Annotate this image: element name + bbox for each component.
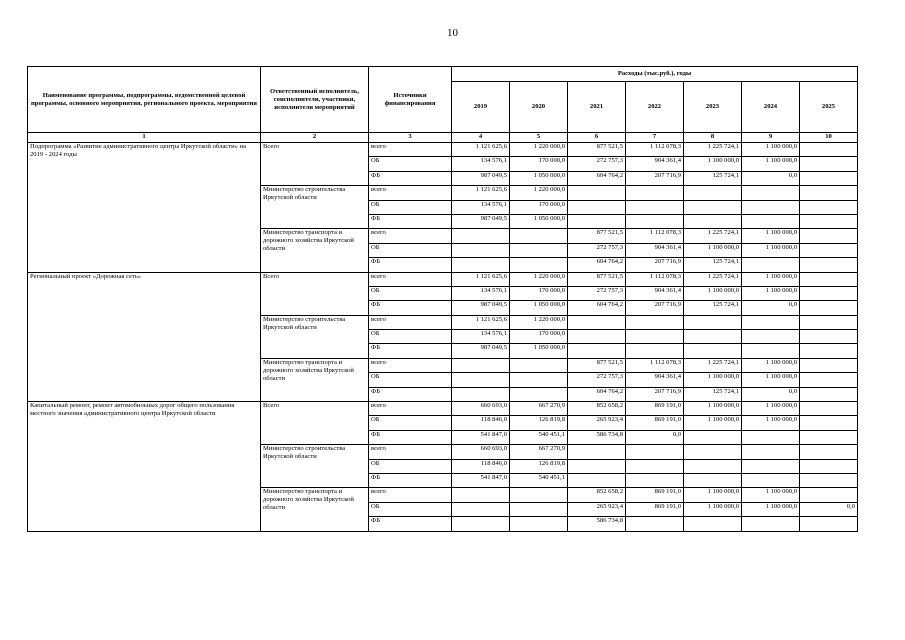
expense-value-cell	[452, 229, 510, 243]
funding-source-cell: ОБ	[369, 373, 452, 387]
expense-value-cell: 125 724,1	[684, 301, 742, 315]
expense-value-cell: 0,0	[742, 387, 800, 401]
table-row	[28, 143, 858, 157]
expense-value-cell: 1 100 000,0	[684, 243, 742, 257]
expense-value-cell: 0,0	[742, 301, 800, 315]
expense-value-cell: 1 100 000,0	[684, 157, 742, 171]
funding-source-cell: всего	[369, 358, 452, 372]
expense-value-cell	[742, 315, 800, 329]
expense-value-cell: 604 764,2	[568, 258, 626, 272]
expense-value-cell	[510, 502, 568, 516]
expense-value-cell: 586 734,8	[568, 517, 626, 531]
expense-value-cell: 667 270,9	[510, 402, 568, 416]
expense-value-cell: 541 847,0	[452, 473, 510, 487]
expense-value-cell	[800, 315, 858, 329]
expense-value-cell: 904 361,4	[626, 373, 684, 387]
expense-value-cell: 540 451,1	[510, 430, 568, 444]
table-row	[28, 402, 858, 416]
header-name: Наименование программы, подпрограммы, ведомственной целевой программы, основного мероприятия, регионального проекта, мероприятия	[28, 67, 261, 133]
expense-value-cell	[742, 459, 800, 473]
expense-value-cell	[568, 473, 626, 487]
expense-value-cell	[452, 488, 510, 502]
expense-value-cell	[800, 171, 858, 185]
expense-value-cell	[626, 445, 684, 459]
expense-value-cell	[452, 517, 510, 531]
expense-value-cell	[568, 200, 626, 214]
header-year: 2020	[510, 82, 568, 133]
expense-value-cell	[568, 445, 626, 459]
header-year: 2025	[800, 82, 858, 133]
expense-value-cell: 0,0	[800, 502, 858, 516]
expense-value-cell: 272 757,3	[568, 373, 626, 387]
expense-value-cell: 1 220 000,0	[510, 315, 568, 329]
funding-source-cell: ОБ	[369, 416, 452, 430]
expense-value-cell: 265 923,4	[568, 502, 626, 516]
expense-value-cell	[626, 517, 684, 531]
expense-value-cell: 541 847,0	[452, 430, 510, 444]
funding-source-cell: всего	[369, 315, 452, 329]
expense-value-cell: 207 716,9	[626, 171, 684, 185]
expense-value-cell: 1 112 078,3	[626, 358, 684, 372]
expense-value-cell: 877 521,5	[568, 272, 626, 286]
expense-value-cell	[684, 473, 742, 487]
expense-value-cell	[452, 358, 510, 372]
column-number: 2	[261, 133, 369, 143]
expense-value-cell: 604 764,2	[568, 387, 626, 401]
funding-source-cell: ОБ	[369, 330, 452, 344]
expense-value-cell	[452, 243, 510, 257]
funding-source-cell: всего	[369, 143, 452, 157]
column-number: 7	[626, 133, 684, 143]
executor-cell: Министерство строительства Иркутской области	[261, 315, 369, 358]
funding-source-cell: ФБ	[369, 430, 452, 444]
header-year: 2023	[684, 82, 742, 133]
expense-value-cell	[452, 502, 510, 516]
expense-value-cell: 1 121 625,6	[452, 272, 510, 286]
column-number: 8	[684, 133, 742, 143]
funding-source-cell: всего	[369, 488, 452, 502]
expense-value-cell	[510, 258, 568, 272]
expense-value-cell: 1 050 000,0	[510, 171, 568, 185]
expense-value-cell: 987 049,5	[452, 344, 510, 358]
expense-value-cell: 170 000,0	[510, 200, 568, 214]
expense-value-cell: 1 100 000,0	[742, 416, 800, 430]
executor-cell: Министерство транспорта и дорожного хозяйства Иркутской области	[261, 358, 369, 401]
expense-value-cell	[626, 214, 684, 228]
column-number: 3	[369, 133, 452, 143]
executor-cell: Всего	[261, 143, 369, 186]
expense-value-cell	[684, 330, 742, 344]
expense-value-cell: 1 100 000,0	[684, 502, 742, 516]
expense-value-cell	[452, 373, 510, 387]
expense-value-cell	[510, 373, 568, 387]
expense-value-cell: 1 225 724,1	[684, 229, 742, 243]
funding-source-cell: ФБ	[369, 214, 452, 228]
expense-value-cell	[800, 445, 858, 459]
expense-value-cell: 1 050 000,0	[510, 214, 568, 228]
funding-source-cell: всего	[369, 445, 452, 459]
expense-value-cell: 272 757,3	[568, 286, 626, 300]
funding-source-cell: ОБ	[369, 200, 452, 214]
expense-value-cell: 877 521,5	[568, 143, 626, 157]
expense-value-cell: 0,0	[742, 171, 800, 185]
expense-value-cell: 869 191,0	[626, 416, 684, 430]
expense-value-cell	[684, 344, 742, 358]
expense-value-cell	[800, 358, 858, 372]
column-number: 5	[510, 133, 568, 143]
expense-value-cell: 118 846,0	[452, 416, 510, 430]
expense-value-cell: 170 000,0	[510, 286, 568, 300]
expense-value-cell: 1 100 000,0	[742, 402, 800, 416]
funding-source-cell: ФБ	[369, 517, 452, 531]
expense-value-cell	[510, 517, 568, 531]
expense-value-cell	[800, 430, 858, 444]
expense-value-cell	[626, 315, 684, 329]
expense-value-cell	[742, 330, 800, 344]
expense-value-cell: 869 191,0	[626, 488, 684, 502]
expense-value-cell: 1 100 000,0	[742, 157, 800, 171]
header-year: 2024	[742, 82, 800, 133]
expense-value-cell	[626, 330, 684, 344]
expense-value-cell: 987 049,5	[452, 301, 510, 315]
table-body	[28, 143, 858, 532]
expense-value-cell: 1 121 625,6	[452, 186, 510, 200]
header-year: 2021	[568, 82, 626, 133]
expense-value-cell	[742, 344, 800, 358]
expense-value-cell: 1 121 625,6	[452, 315, 510, 329]
executor-cell: Всего	[261, 402, 369, 445]
expense-value-cell: 877 521,5	[568, 358, 626, 372]
expense-value-cell: 1 121 625,6	[452, 143, 510, 157]
budget-table	[27, 66, 858, 532]
expense-value-cell: 1 225 724,1	[684, 272, 742, 286]
expense-value-cell	[742, 258, 800, 272]
funding-source-cell: ФБ	[369, 258, 452, 272]
expense-value-cell: 1 100 000,0	[742, 272, 800, 286]
expense-value-cell	[626, 344, 684, 358]
expense-value-cell	[684, 430, 742, 444]
expense-value-cell: 1 100 000,0	[684, 402, 742, 416]
expense-value-cell: 869 191,0	[626, 402, 684, 416]
expense-value-cell: 904 361,4	[626, 286, 684, 300]
expense-value-cell	[684, 200, 742, 214]
expense-value-cell	[684, 459, 742, 473]
funding-source-cell: ОБ	[369, 286, 452, 300]
expense-value-cell: 1 100 000,0	[742, 286, 800, 300]
expense-value-cell: 1 050 000,0	[510, 344, 568, 358]
expense-value-cell: 1 050 000,0	[510, 301, 568, 315]
expense-value-cell: 852 658,2	[568, 402, 626, 416]
expense-value-cell: 134 576,1	[452, 330, 510, 344]
funding-source-cell: ОБ	[369, 243, 452, 257]
expense-value-cell: 170 000,0	[510, 157, 568, 171]
expense-value-cell	[684, 214, 742, 228]
expense-value-cell	[510, 358, 568, 372]
funding-source-cell: всего	[369, 186, 452, 200]
header-year: 2019	[452, 82, 510, 133]
expense-value-cell	[510, 229, 568, 243]
expense-value-cell: 1 220 000,0	[510, 143, 568, 157]
expense-value-cell: 987 049,5	[452, 214, 510, 228]
expense-value-cell	[742, 445, 800, 459]
expense-value-cell: 134 576,1	[452, 157, 510, 171]
expense-value-cell: 272 757,3	[568, 243, 626, 257]
expense-value-cell	[452, 258, 510, 272]
page-number: 10	[447, 27, 458, 39]
expense-value-cell: 207 716,9	[626, 387, 684, 401]
expense-value-cell	[742, 430, 800, 444]
expense-value-cell: 118 846,0	[452, 459, 510, 473]
expense-value-cell	[742, 186, 800, 200]
expense-value-cell	[800, 416, 858, 430]
funding-source-cell: ФБ	[369, 344, 452, 358]
expense-value-cell: 660 693,0	[452, 402, 510, 416]
header-source: Источники финансирования	[369, 67, 452, 133]
expense-value-cell: 1 220 000,0	[510, 272, 568, 286]
expense-value-cell: 1 100 000,0	[684, 373, 742, 387]
expense-value-cell: 1 100 000,0	[684, 286, 742, 300]
funding-source-cell: ФБ	[369, 171, 452, 185]
expense-value-cell	[626, 459, 684, 473]
expense-value-cell	[510, 387, 568, 401]
funding-source-cell: всего	[369, 229, 452, 243]
expense-value-cell	[568, 330, 626, 344]
expense-value-cell	[800, 286, 858, 300]
header-year: 2022	[626, 82, 684, 133]
expense-value-cell: 660 693,0	[452, 445, 510, 459]
funding-source-cell: всего	[369, 272, 452, 286]
funding-source-cell: ФБ	[369, 301, 452, 315]
executor-cell: Всего	[261, 272, 369, 315]
program-name-cell: Подпрограмма «Развитие административного центра Иркутской области» на 2019 - 2024 годы	[28, 143, 261, 273]
expense-value-cell: 904 361,4	[626, 157, 684, 171]
expense-value-cell: 1 225 724,1	[684, 358, 742, 372]
expense-value-cell	[626, 473, 684, 487]
expense-value-cell: 1 100 000,0	[742, 373, 800, 387]
expense-value-cell: 170 000,0	[510, 330, 568, 344]
expense-value-cell	[742, 517, 800, 531]
expense-value-cell: 1 100 000,0	[684, 416, 742, 430]
expense-value-cell	[800, 488, 858, 502]
expense-value-cell: 126 819,8	[510, 416, 568, 430]
header-executor: Ответственный исполнитель, соисполнители, участники, исполнители мероприятий	[261, 67, 369, 133]
expense-value-cell: 877 521,5	[568, 229, 626, 243]
expense-value-cell: 1 112 078,3	[626, 272, 684, 286]
expense-value-cell	[800, 143, 858, 157]
expense-value-cell: 1 112 078,3	[626, 229, 684, 243]
expense-value-cell	[800, 186, 858, 200]
expense-value-cell: 125 724,1	[684, 387, 742, 401]
expense-value-cell	[684, 315, 742, 329]
expense-value-cell: 0,0	[626, 430, 684, 444]
column-number: 1	[28, 133, 261, 143]
column-number: 10	[800, 133, 858, 143]
expense-value-cell	[568, 186, 626, 200]
expense-value-cell	[800, 344, 858, 358]
table-row	[28, 272, 858, 286]
expense-value-cell: 125 724,1	[684, 258, 742, 272]
expense-value-cell	[800, 258, 858, 272]
funding-source-cell: всего	[369, 402, 452, 416]
expense-value-cell: 272 757,3	[568, 157, 626, 171]
expense-value-cell	[684, 517, 742, 531]
expense-value-cell: 667 270,9	[510, 445, 568, 459]
expense-value-cell	[800, 200, 858, 214]
expense-value-cell	[684, 445, 742, 459]
expense-value-cell	[800, 402, 858, 416]
funding-source-cell: ФБ	[369, 473, 452, 487]
funding-source-cell: ФБ	[369, 387, 452, 401]
expense-value-cell	[568, 214, 626, 228]
expense-value-cell: 1 100 000,0	[684, 488, 742, 502]
expense-value-cell	[800, 473, 858, 487]
expense-value-cell: 604 764,2	[568, 301, 626, 315]
expense-value-cell: 134 576,1	[452, 200, 510, 214]
expense-value-cell	[800, 387, 858, 401]
program-name-cell: Региональный проект «Дорожная сеть»	[28, 272, 261, 402]
expense-value-cell	[626, 186, 684, 200]
expense-value-cell	[800, 229, 858, 243]
expense-value-cell: 1 100 000,0	[742, 143, 800, 157]
column-number: 6	[568, 133, 626, 143]
expense-value-cell: 987 049,5	[452, 171, 510, 185]
expense-value-cell: 207 716,9	[626, 258, 684, 272]
executor-cell: Министерство транспорта и дорожного хозяйства Иркутской области	[261, 488, 369, 531]
expense-value-cell: 1 100 000,0	[742, 229, 800, 243]
expense-value-cell: 125 724,1	[684, 171, 742, 185]
executor-cell: Министерство строительства Иркутской области	[261, 186, 369, 229]
expense-value-cell: 126 819,8	[510, 459, 568, 473]
expense-value-cell	[626, 200, 684, 214]
expense-value-cell: 1 220 000,0	[510, 186, 568, 200]
header-expenses: Расходы (тыс.руб.), годы	[452, 67, 858, 82]
funding-source-cell: ОБ	[369, 459, 452, 473]
expense-value-cell	[800, 459, 858, 473]
expense-value-cell: 207 716,9	[626, 301, 684, 315]
column-number: 4	[452, 133, 510, 143]
expense-value-cell: 1 225 724,1	[684, 143, 742, 157]
expense-value-cell: 1 100 000,0	[742, 243, 800, 257]
expense-value-cell	[568, 459, 626, 473]
expense-value-cell: 1 100 000,0	[742, 502, 800, 516]
expense-value-cell	[510, 488, 568, 502]
funding-source-cell: ОБ	[369, 157, 452, 171]
expense-value-cell	[800, 214, 858, 228]
expense-value-cell	[800, 373, 858, 387]
expense-value-cell	[742, 214, 800, 228]
expense-value-cell: 265 923,4	[568, 416, 626, 430]
expense-value-cell	[800, 517, 858, 531]
expense-value-cell	[568, 315, 626, 329]
expense-value-cell	[684, 186, 742, 200]
expense-value-cell	[800, 330, 858, 344]
expense-value-cell	[800, 157, 858, 171]
column-number: 9	[742, 133, 800, 143]
funding-source-cell: ОБ	[369, 502, 452, 516]
executor-cell: Министерство транспорта и дорожного хозяйства Иркутской области	[261, 229, 369, 272]
program-name-cell: Капитальный ремонт, ремонт автомобильных дорог общего пользования местного значения административного центра Иркутской области	[28, 402, 261, 532]
expense-value-cell: 904 361,4	[626, 243, 684, 257]
expense-value-cell: 134 576,1	[452, 286, 510, 300]
expense-value-cell	[568, 344, 626, 358]
expense-value-cell	[452, 387, 510, 401]
expense-value-cell: 604 764,2	[568, 171, 626, 185]
expense-value-cell: 1 112 078,3	[626, 143, 684, 157]
expense-value-cell: 869 191,0	[626, 502, 684, 516]
expense-value-cell	[800, 301, 858, 315]
expense-value-cell	[742, 200, 800, 214]
expense-value-cell: 586 734,8	[568, 430, 626, 444]
expense-value-cell	[800, 243, 858, 257]
expense-value-cell	[510, 243, 568, 257]
expense-value-cell: 1 100 000,0	[742, 488, 800, 502]
expense-value-cell	[800, 272, 858, 286]
expense-value-cell	[742, 473, 800, 487]
executor-cell: Министерство строительства Иркутской области	[261, 445, 369, 488]
expense-value-cell: 1 100 000,0	[742, 358, 800, 372]
expense-value-cell: 852 658,2	[568, 488, 626, 502]
expense-value-cell: 540 451,1	[510, 473, 568, 487]
